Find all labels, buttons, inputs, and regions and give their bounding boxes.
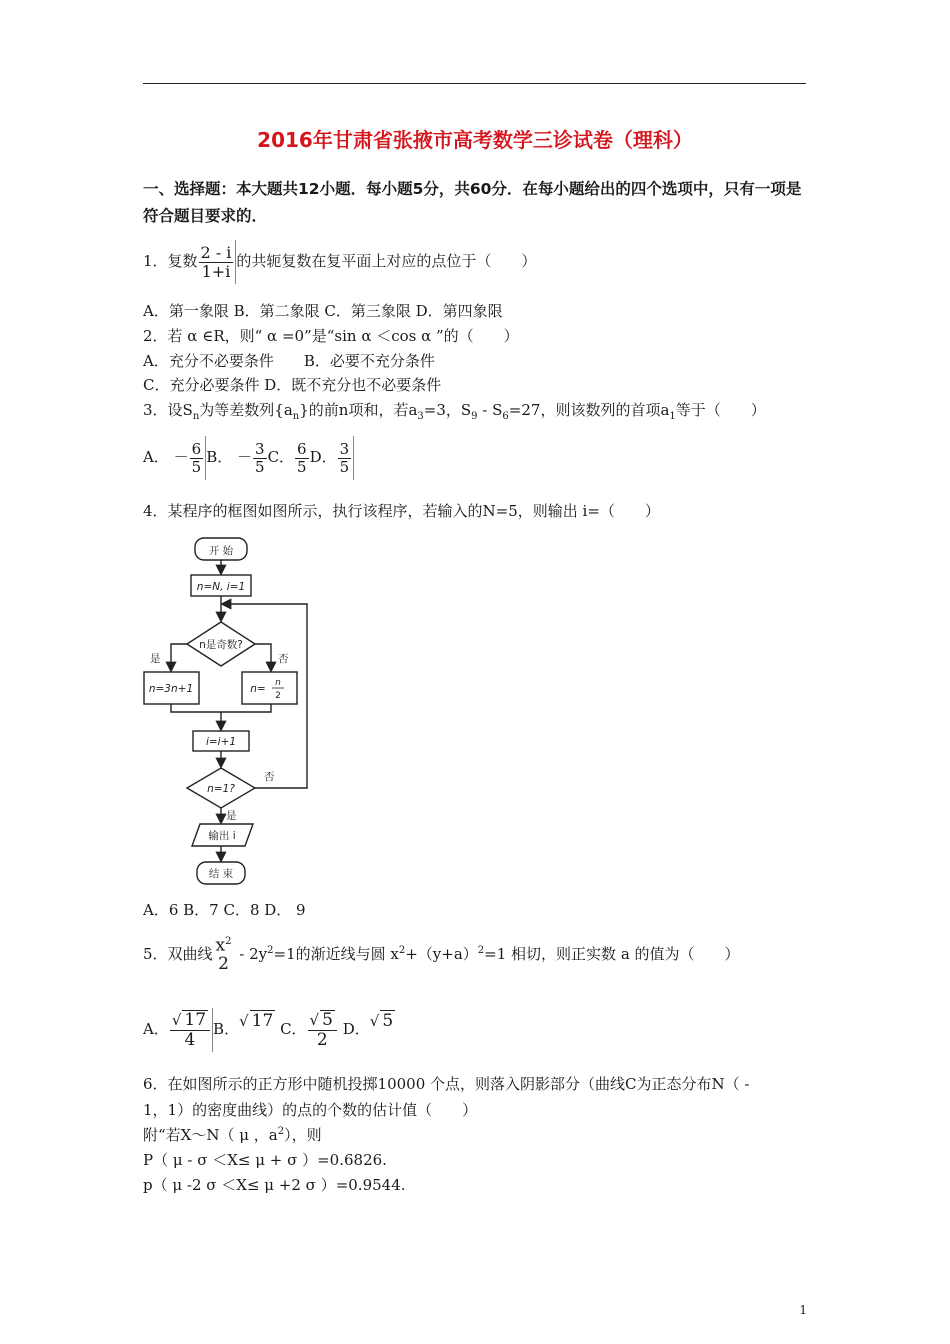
q2-options-line2: C．充分必要条件 D．既不充分也不必要条件 bbox=[143, 376, 442, 394]
q3-opt-d-frac bbox=[338, 441, 352, 475]
q5-opt-a-den: 4 bbox=[184, 1030, 196, 1050]
flow-right-num: n bbox=[275, 678, 281, 688]
q3-opt-c-num: 6 bbox=[297, 440, 307, 458]
flow-no1-label: 否 bbox=[278, 653, 289, 665]
q3-sub-3: 3 bbox=[417, 411, 424, 422]
flow-yes1-label: 是 bbox=[150, 653, 161, 665]
q3-opt-b-frac bbox=[253, 441, 267, 475]
q4-stem: 4．某程序的框图如图所示，执行该程序，若输入的N=5，则输出 i=（ ） bbox=[143, 502, 660, 520]
q2-options-line1: A．充分不必要条件 B．必要不充分条件 bbox=[143, 352, 435, 370]
flow-decision2-label: n=1? bbox=[207, 783, 235, 795]
q5-mid2-sup: 2 bbox=[398, 945, 406, 957]
q2-stem: 2．若 α ∈R，则“ α =0”是“sin α ＜cos α ”的（ ） bbox=[143, 327, 519, 345]
q3-stem-f: =27，则该数列的首项a bbox=[508, 401, 670, 419]
flow-right-den: 2 bbox=[275, 691, 281, 701]
q5-opt-c-rad: 5 bbox=[322, 1010, 333, 1031]
q3-stem bbox=[143, 399, 766, 422]
q5-mid1: - 2y bbox=[234, 945, 268, 964]
q3-opt-a-frac bbox=[190, 441, 204, 475]
page-number: 1 bbox=[799, 1303, 807, 1317]
q5-mid4: =1 相切，则正实数 a 的值为（ ） bbox=[484, 945, 740, 964]
q6-line3-sup: 2 bbox=[277, 1126, 285, 1137]
question-1 bbox=[143, 240, 536, 284]
q3-stem-d: =3，S bbox=[423, 401, 472, 419]
q3-sub-n: n bbox=[192, 411, 200, 422]
flow-incr-label: i=i+1 bbox=[205, 736, 237, 748]
q3-opt-d-den: 5 bbox=[339, 457, 350, 476]
q3-opt-c-den: 5 bbox=[297, 457, 307, 476]
q3-opt-b-sign: － bbox=[237, 448, 253, 466]
q3-opt-a-den: 5 bbox=[191, 457, 202, 476]
q1-frac-num: 2 - i bbox=[200, 242, 232, 262]
flowchart bbox=[140, 530, 315, 890]
q3-stem-b: 为等差数列{a bbox=[199, 401, 293, 419]
q5-frac-num: x bbox=[215, 935, 226, 956]
q5-mid3-sup: 2 bbox=[477, 945, 485, 957]
q3-sub-9: 9 bbox=[471, 411, 478, 422]
q3-stem-e: - S bbox=[477, 401, 503, 419]
q3-opt-d-bar bbox=[353, 436, 354, 480]
flow-end-label: 结 束 bbox=[208, 868, 234, 880]
q1-prefix: 1．复数 bbox=[143, 252, 198, 270]
q5-fraction bbox=[214, 936, 234, 974]
q5-prefix: 5．双曲线 bbox=[143, 945, 213, 964]
page-title: 2016年甘肃省张掖市高考数学三诊试卷（理科） bbox=[257, 128, 693, 152]
q5-opt-a-label: A． bbox=[143, 1020, 169, 1038]
q1-fraction bbox=[199, 244, 234, 280]
q5-opt-a-frac: $\frac{√ 17}{4}$ bbox=[170, 1010, 210, 1049]
q3-sub-1: 1 bbox=[669, 411, 676, 422]
q3-opt-c-frac bbox=[295, 441, 309, 475]
q3-opt-a-label: A． bbox=[143, 448, 169, 466]
flow-start-label: 开 始 bbox=[208, 545, 234, 557]
q3-opt-b-label: B． bbox=[206, 448, 233, 466]
q6-line3a: 附“若X～N（ μ ，a bbox=[143, 1126, 278, 1144]
q3-stem-c: }的前n项和，若a bbox=[299, 401, 418, 419]
q3-stem-g: 等于（ ） bbox=[675, 401, 766, 419]
flow-no2-label: 否 bbox=[264, 771, 275, 783]
q3-stem-a: 3．设S bbox=[143, 401, 193, 419]
q5-frac-num-sup: 2 bbox=[225, 936, 232, 947]
q1-frac-den: 1+i bbox=[201, 261, 231, 281]
q5-opt-d-label: D． bbox=[342, 1020, 370, 1038]
q3-opt-b-den: 5 bbox=[255, 457, 265, 476]
q6-line1: 6．在如图所示的正方形中随机投掷10000 个点，则落入阴影部分（曲线C为正态分布N（ - bbox=[143, 1075, 750, 1093]
flow-output-label: 输出 i bbox=[208, 830, 236, 842]
q1-suffix: 的共轭复数在复平面上对应的点位于（ ） bbox=[236, 252, 537, 270]
q6-line3b: ），则 bbox=[284, 1126, 322, 1144]
q3-sub-6: 6 bbox=[502, 411, 509, 422]
q5-mid3: +（y+a） bbox=[405, 945, 478, 964]
q4-options: A．6 B．7 C．8 D． 9 bbox=[143, 901, 306, 919]
flow-left-label: n=3n+1 bbox=[148, 683, 194, 695]
q3-opt-d-num: 3 bbox=[339, 440, 350, 458]
q5-mid2: =1的渐近线与圆 x bbox=[273, 945, 399, 964]
q3-opt-c-label: C． bbox=[267, 448, 295, 466]
flow-decision1-label: n是奇数? bbox=[199, 639, 243, 651]
q5-opt-a-rad: 17 bbox=[184, 1010, 207, 1031]
q5-opt-c-frac: $\frac{√ 5}{2}$ bbox=[308, 1010, 337, 1049]
q3-options bbox=[143, 436, 354, 480]
q5-opt-c-label: C． bbox=[280, 1020, 307, 1038]
header-rule bbox=[143, 83, 806, 84]
q5-opt-d-rad: 5 bbox=[382, 1011, 394, 1031]
q5-stem bbox=[143, 936, 740, 974]
q1-options: A．第一象限 B．第二象限 C．第三象限 D．第四象限 bbox=[143, 302, 503, 320]
q5-opt-b-sqrt: √ 17 bbox=[239, 1011, 274, 1031]
q5-opt-b-rad: 17 bbox=[251, 1011, 274, 1031]
q3-sub-n2: n bbox=[292, 411, 300, 422]
q5-opt-d-sqrt: √ 5 bbox=[369, 1011, 394, 1031]
flow-yes2-label: 是 bbox=[226, 810, 237, 822]
q6-line2: 1，1）的密度曲线）的点的个数的估计值（ ） bbox=[143, 1101, 478, 1119]
q5-mid1-sup: 2 bbox=[267, 945, 274, 957]
q3-opt-a-num: 6 bbox=[191, 440, 202, 458]
flow-right-prefix: n= bbox=[250, 683, 266, 695]
flow-init-label: n=N, i=1 bbox=[196, 581, 246, 593]
q3-opt-b-num: 3 bbox=[255, 440, 265, 458]
q5-opt-c-den: 2 bbox=[316, 1030, 328, 1050]
q3-opt-d-label: D． bbox=[309, 448, 337, 466]
q5-opt-b-label: B． bbox=[213, 1020, 240, 1038]
q3-opt-a-sign: － bbox=[173, 448, 189, 466]
q5-options bbox=[143, 1008, 395, 1052]
q6-line5: p（ μ -2 σ ＜X≤ μ +2 σ ）=0.9544. bbox=[143, 1176, 406, 1194]
q5-frac-den: 2 bbox=[218, 954, 229, 975]
section-heading: 一、选择题：本大题共12小题．每小题5分，共60分．在每小题给出的四个选项中，只有一项是符合题目要求的． bbox=[143, 180, 802, 225]
q6-line4: P（ μ - σ ＜X≤ μ + σ ）=0.6826. bbox=[143, 1151, 387, 1169]
q6-line3 bbox=[143, 1124, 322, 1145]
